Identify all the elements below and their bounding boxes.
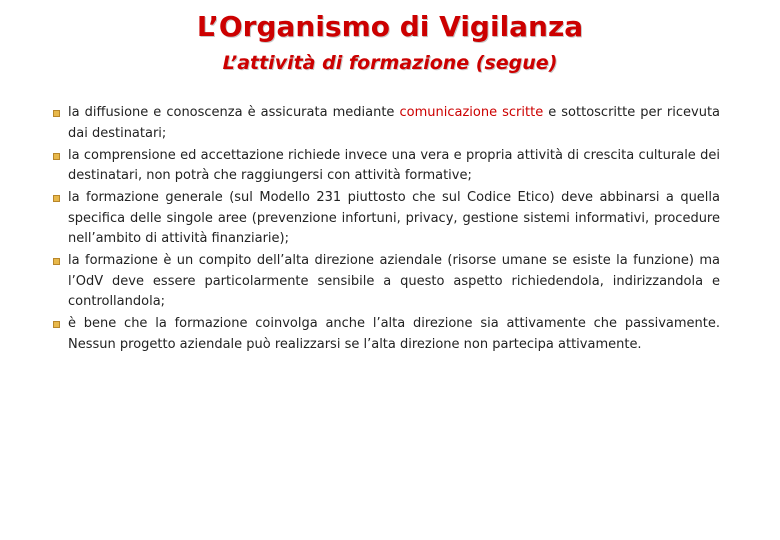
square-bullet-icon bbox=[53, 110, 60, 117]
bullet-item-compito-direzione bbox=[52, 251, 720, 313]
bullet-text-before: la diffusione e conoscenza è assicurata mediante bbox=[68, 105, 400, 120]
slide-subtitle: L’attività di formazione (segue) bbox=[222, 52, 558, 74]
bullet-item-diffusione bbox=[52, 103, 720, 144]
bullet-item-comprensione bbox=[52, 146, 720, 187]
bullet-text: la comprensione ed accettazione richiede invece una vera e propria attività di crescita culturale dei destinatari, non potrà che raggiungersi con attività formative; bbox=[68, 147, 720, 183]
square-bullet-icon bbox=[53, 321, 60, 328]
bullet-text: la formazione è un compito dell’alta direzione aziendale (risorse umane se esiste la funzione) ma l’OdV deve essere particolarmente sensibile a questo aspetto richiedendola, indirizzandola e controllandola; bbox=[68, 253, 720, 309]
square-bullet-icon bbox=[53, 258, 60, 265]
bullet-item-coinvolgimento bbox=[52, 314, 720, 355]
bullet-text: è bene che la formazione coinvolga anche l’alta direzione sia attivamente che passivamente. Nessun progetto aziendale può realizzarsi se l’alta direzione non partecipa attivamente. bbox=[68, 316, 720, 352]
bullet-item-formazione-generale bbox=[52, 188, 720, 250]
square-bullet-icon bbox=[53, 153, 60, 160]
bullet-text-after: e sottoscritte per ricevuta dai destinatari; bbox=[68, 105, 721, 141]
slide-title: L’Organismo di Vigilanza bbox=[196, 10, 584, 43]
bullet-text: la formazione generale (sul Modello 231 piuttosto che sul Codice Etico) deve abbinarsi a quella specifica delle singole aree (prevenzione infortuni, privacy, gestione sistemi informativi, procedure nell’ambito di attività finanziarie); bbox=[68, 190, 720, 246]
highlighted-text: comunicazione scritte bbox=[399, 105, 544, 120]
square-bullet-icon bbox=[53, 195, 60, 202]
bullet-list bbox=[52, 103, 720, 357]
